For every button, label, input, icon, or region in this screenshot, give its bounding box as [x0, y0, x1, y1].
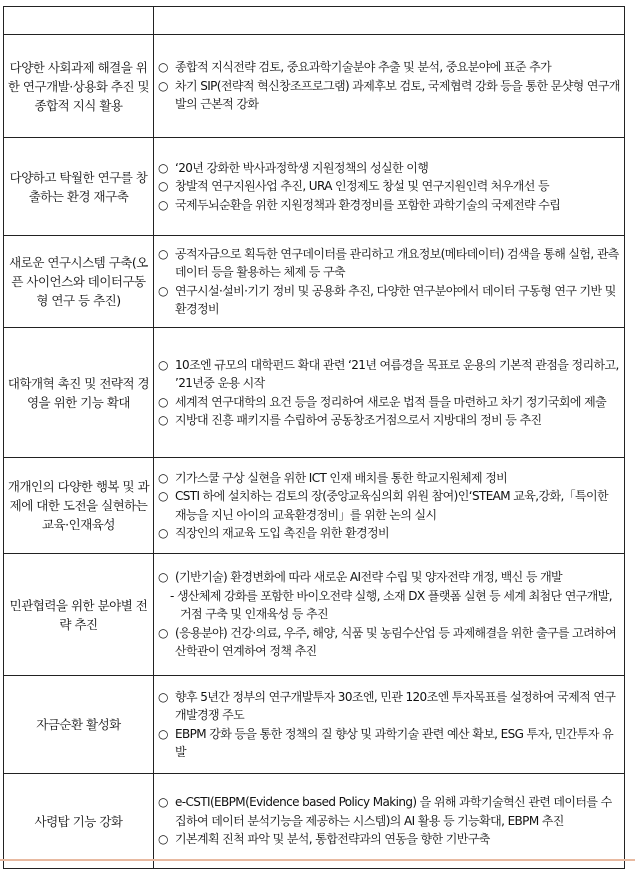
circle-bullet-icon: ○ — [158, 832, 168, 847]
category-cell: 사령탑 기능 강화 — [4, 774, 154, 869]
category-cell: 다양하고 탁월한 연구를 창출하는 환경 재구축 — [4, 138, 154, 236]
items-cell — [154, 676, 625, 774]
category-cell: 민관협력을 위한 분야별 전략 추진 — [4, 554, 154, 676]
circle-bullet-icon: ○ — [158, 197, 168, 212]
list-item: ○ 기본계획 진척 파악 및 분석, 통합전략과의 연동을 향한 기반구축 — [158, 830, 620, 849]
circle-bullet-icon: ○ — [158, 625, 168, 640]
items-cell — [154, 328, 625, 458]
circle-bullet-icon: ○ — [158, 179, 168, 194]
circle-bullet-icon: ○ — [158, 413, 168, 427]
items-cell — [154, 554, 625, 676]
table-row — [4, 328, 625, 458]
sub-item: - 생산체제 강화를 포함한 바이오전략 실행, 소재 DX 플랫폼 실현 등 세계 최첨단 연구개발, 거점 구축 및 인재육성 등 추진 — [170, 588, 612, 622]
list-item: ○ 차기 SIP(전략적 혁신창조프로그램) 과제후보 검토, 국제협력 강화 등을 통한 문샷형 연구개발의 근본적 강화 — [158, 78, 620, 112]
circle-bullet-icon: ○ — [158, 357, 168, 372]
items-cell — [154, 774, 625, 869]
list-item: ○ 지방대 진흥 패키지를 수립하여 공동창조거점으로서 지방대의 정비 등 추진 — [158, 411, 620, 430]
list-item: ○ 세계적 연구대학의 요건 등을 정리하여 새로운 법적 틀을 마련하고 차기 정기국회에 제출 — [158, 393, 620, 412]
policy-table — [3, 6, 625, 869]
header-row — [4, 7, 625, 35]
list-item: ○ (응용분야) 건강·의료, 우주, 해양, 식품 및 농림수산업 등 과제해결을 위한 출구를 고려하여 산학관이 연계하여 정책 추진 — [158, 625, 617, 659]
table-row — [4, 458, 625, 554]
list-item: ○ 연구시설·설비·기기 정비 및 공용화 추진, 다양한 연구분야에서 데이터 구동형 연구 기반 및 환경정비 — [158, 283, 616, 316]
category-cell: 자금순환 활성화 — [4, 676, 154, 774]
circle-bullet-icon: ○ — [158, 246, 168, 261]
list-item: ○ ‘20년 강화한 박사과정학생 지원정책의 성실한 이행 — [158, 159, 620, 178]
list-item: ○ 종합적 지식전략 검토, 중요과학기술분야 추출 및 분석, 중요분야에 표준 추가 — [158, 58, 620, 77]
table-row — [4, 138, 625, 236]
circle-bullet-icon: ○ — [158, 283, 168, 298]
items-cell — [154, 458, 625, 554]
list-item: ○ (기반기술) 환경변화에 따라 새로운 AI전략 수립 및 양자전략 개정, 백신 등 개발 — [158, 568, 620, 587]
items-cell — [154, 35, 625, 138]
bottom-divider — [0, 859, 635, 861]
header-cell-right — [154, 7, 625, 35]
circle-bullet-icon: ○ — [158, 489, 168, 503]
list-item: ○ 10조엔 규모의 대학펀드 확대 관련 ‘21년 여름경을 목표로 운용의 기본적 관점을 정리하고, ’21년중 운용 시작 — [158, 357, 619, 390]
circle-bullet-icon: ○ — [158, 689, 168, 704]
table-row — [4, 35, 625, 138]
circle-bullet-icon: ○ — [158, 470, 168, 485]
circle-bullet-icon: ○ — [158, 160, 168, 175]
list-item: ○ 직장인의 재교육 도입 촉진을 위한 환경정비 — [158, 524, 620, 543]
circle-bullet-icon: ○ — [158, 78, 168, 93]
circle-bullet-icon: ○ — [158, 526, 168, 540]
table-row — [4, 676, 625, 774]
list-item: ○ 창발적 연구지원사업 추진, URA 인정제도 창설 및 연구지원인력 처우개선 등 — [158, 177, 620, 196]
table-row — [4, 554, 625, 676]
items-cell — [154, 138, 625, 236]
circle-bullet-icon: ○ — [158, 795, 168, 810]
list-item: ○ 기가스쿨 구상 실현을 위한 ICT 인재 배치를 통한 학교지원체제 정비 — [158, 469, 620, 488]
header-cell-left — [4, 7, 154, 35]
category-cell: 개개인의 다양한 행복 및 과제에 대한 도전을 실현하는 교육·인재육성 — [4, 458, 154, 554]
category-cell: 새로운 연구시스템 구축(오픈 사이언스와 데이터구동형 연구 등 추진) — [4, 236, 154, 328]
list-item: ○ 향후 5년간 정부의 연구개발투자 30조엔, 민관 120조엔 투자목표를 설정하여 국제적 연구개발경쟁 주도 — [158, 689, 616, 722]
circle-bullet-icon: ○ — [158, 60, 168, 75]
items-cell — [154, 236, 625, 328]
list-item: ○ CSTI 하에 설치하는 검토의 장(중앙교육심의회 위원 참여)인‘STEAM 교육,강화,「특이한 재능을 지닌 아이의 교육환경정비」를 위한 논의 실시 — [158, 489, 609, 522]
circle-bullet-icon: ○ — [158, 570, 168, 585]
category-cell: 대학개혁 촉진 및 전략적 경영을 위한 기능 확대 — [4, 328, 154, 458]
table-row — [4, 774, 625, 869]
circle-bullet-icon: ○ — [158, 394, 168, 409]
category-cell: 다양한 사회과제 해결을 위한 연구개발·상용화 추진 및 종합적 지식 활용 — [4, 35, 154, 138]
list-item: ○ EBPM 강화 등을 통한 정책의 질 향상 및 과학기술 관련 예산 확보, ESG 투자, 민간투자 유발 — [158, 726, 614, 759]
list-item: ○ e-CSTI(EBPM(Evidence based Policy Making) 을 위해 과학기술혁신 관련 데이터를 수집하여 데이터 분석기능을 제공하는 시스템)의 AI 활용 등 기능확대, EBPM 추진 — [158, 795, 612, 828]
list-item: ○ 공적자금으로 획득한 연구데이터를 관리하고 개요정보(메타데이터) 검색을 통해 실험, 관측데이터 등을 활용하는 체제 등 구축 — [158, 246, 619, 279]
list-item: ○ 국제두뇌순환을 위한 지원정책과 환경정비를 포함한 과학기술의 국제전략 수립 — [158, 196, 620, 215]
circle-bullet-icon: ○ — [158, 726, 168, 741]
table-row — [4, 236, 625, 328]
